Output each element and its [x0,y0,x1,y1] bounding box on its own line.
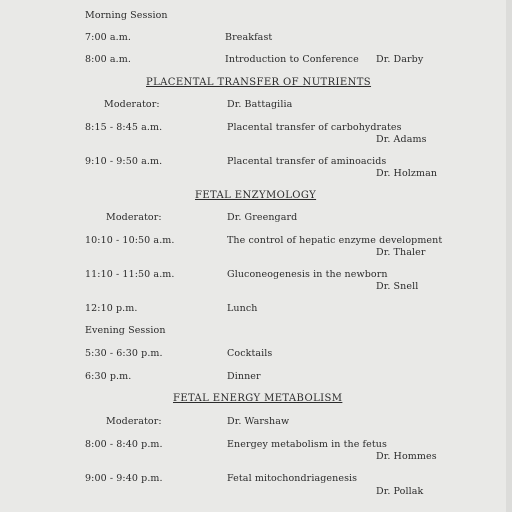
section-heading-fetal-energy-metabolism: FETAL ENERGY METABOLISM [173,393,343,404]
dinner-title: Dinner [227,371,261,382]
cocktails-time: 5:30 - 6:30 p.m. [85,348,163,359]
page-edge [506,0,512,512]
moderator-label: Moderator: [106,212,162,223]
session-title: Fetal mitochondriagenesis [227,473,358,484]
moderator-label: Moderator: [106,416,162,427]
session-speaker: Dr. Pollak [376,486,424,497]
session-time: 10:10 - 10:50 a.m. [85,235,175,246]
session-speaker: Dr. Adams [376,134,427,145]
session-title: Energey metabolism in the fetus [227,439,388,450]
intro-time: 8:00 a.m. [85,54,131,65]
session-time: 11:10 - 11:50 a.m. [85,269,175,280]
session-time: 9:00 - 9:40 p.m. [85,473,163,484]
section-heading-fetal-enzymology: FETAL ENZYMOLOGY [195,190,317,201]
morning-session-label: Morning Session [85,10,168,21]
session-title: Placental transfer of aminoacids [227,156,387,167]
moderator-label: Moderator: [104,99,160,110]
session-speaker: Dr. Holzman [376,168,438,179]
session-time: 8:15 - 8:45 a.m. [85,122,163,133]
session-title: The control of hepatic enzyme development [227,235,443,246]
section-heading-placental-transfer: PLACENTAL TRANSFER OF NUTRIENTS [146,77,372,88]
session-speaker: Dr. Hommes [376,451,437,462]
lunch-title: Lunch [227,303,258,314]
moderator-name: Dr. Battagilia [227,99,293,110]
moderator-name: Dr. Greengard [227,212,298,223]
evening-session-label: Evening Session [85,325,166,336]
session-speaker: Dr. Snell [376,281,419,292]
intro-title: Introduction to Conference [225,54,359,65]
session-time: 8:00 - 8:40 p.m. [85,439,163,450]
session-time: 9:10 - 9:50 a.m. [85,156,163,167]
session-speaker: Dr. Thaler [376,247,426,258]
dinner-time: 6:30 p.m. [85,371,132,382]
cocktails-title: Cocktails [227,348,273,359]
session-title: Placental transfer of carbohydrates [227,122,402,133]
breakfast-title: Breakfast [225,32,273,43]
session-title: Gluconeogenesis in the newborn [227,269,388,280]
lunch-time: 12:10 p.m. [85,303,138,314]
intro-speaker: Dr. Darby [376,54,424,65]
moderator-name: Dr. Warshaw [227,416,290,427]
breakfast-time: 7:00 a.m. [85,32,131,43]
